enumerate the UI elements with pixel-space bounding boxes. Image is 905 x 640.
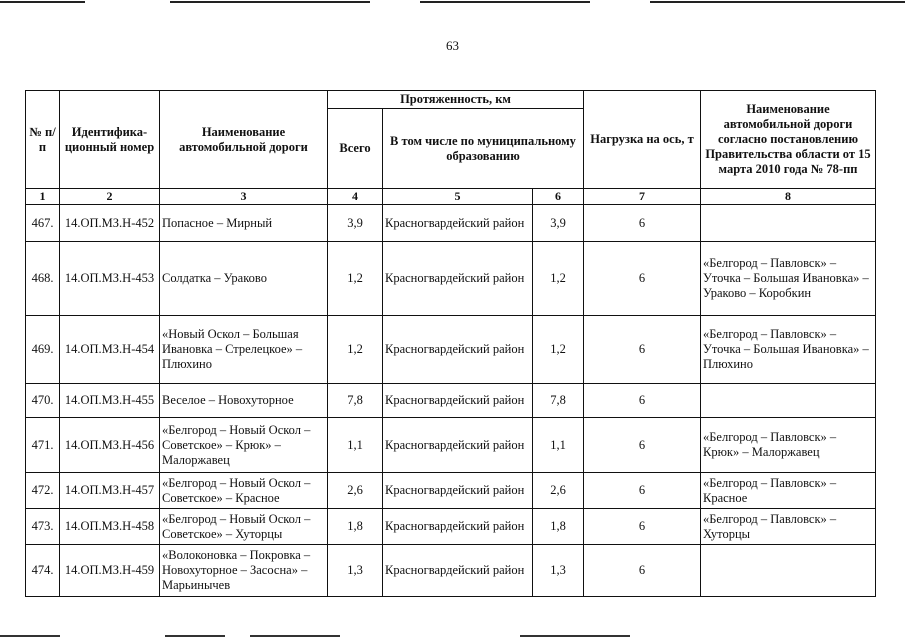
row-road-name: Солдатка – Ураково (160, 242, 328, 316)
table-body (26, 205, 876, 597)
row-index: 472. (26, 473, 60, 509)
row-total: 1,2 (328, 242, 383, 316)
row-total: 3,9 (328, 205, 383, 242)
row-load: 6 (584, 384, 701, 418)
row-index: 469. (26, 316, 60, 384)
row-road-name: Попасное – Мирный (160, 205, 328, 242)
row-load: 6 (584, 242, 701, 316)
header-total: Всего (328, 109, 383, 189)
column-number-row (26, 189, 876, 205)
row-district: Красногвардейский район (383, 242, 533, 316)
row-id: 14.ОП.МЗ.Н-456 (60, 418, 160, 473)
row-decree (701, 205, 876, 242)
row-road-name: «Волоконовка – Покровка – Новохуторное – Засосна» – Марьинычев (160, 545, 328, 597)
row-decree: «Белгород – Павловск» – Уточка – Большая Ивановка» – Плюхино (701, 316, 876, 384)
row-id: 14.ОП.МЗ.Н-458 (60, 509, 160, 545)
row-length: 1,3 (533, 545, 584, 597)
header-decree-name: Наименование автомобильной дороги согласно постановлению Правительства области от 15 марта 2010 года № 78-пп (701, 91, 876, 189)
column-number: 3 (160, 189, 328, 205)
column-number: 2 (60, 189, 160, 205)
column-number: 8 (701, 189, 876, 205)
row-index: 471. (26, 418, 60, 473)
row-index: 474. (26, 545, 60, 597)
row-total: 1,2 (328, 316, 383, 384)
row-total: 2,6 (328, 473, 383, 509)
header-road-name: Наименование автомобильной дороги (160, 91, 328, 189)
row-length: 1,8 (533, 509, 584, 545)
row-length: 1,2 (533, 316, 584, 384)
row-district: Красногвардейский район (383, 316, 533, 384)
table-row (26, 384, 876, 418)
row-decree (701, 545, 876, 597)
table-row (26, 316, 876, 384)
row-index: 467. (26, 205, 60, 242)
table-row (26, 509, 876, 545)
row-load: 6 (584, 545, 701, 597)
row-id: 14.ОП.МЗ.Н-453 (60, 242, 160, 316)
row-district: Красногвардейский район (383, 509, 533, 545)
page-number: 63 (446, 38, 459, 53)
row-length: 1,2 (533, 242, 584, 316)
row-road-name: «Белгород – Новый Оскол – Советское» – Хуторцы (160, 509, 328, 545)
row-total: 1,1 (328, 418, 383, 473)
row-load: 6 (584, 205, 701, 242)
row-load: 6 (584, 418, 701, 473)
row-load: 6 (584, 509, 701, 545)
header-by-municipality: В том числе по муниципальному образованию (383, 109, 584, 189)
row-length: 3,9 (533, 205, 584, 242)
column-number: 7 (584, 189, 701, 205)
row-id: 14.ОП.МЗ.Н-455 (60, 384, 160, 418)
row-district: Красногвардейский район (383, 473, 533, 509)
column-number: 4 (328, 189, 383, 205)
row-road-name: «Белгород – Новый Оскол – Советское» – Красное (160, 473, 328, 509)
column-number: 6 (533, 189, 584, 205)
row-decree: «Белгород – Павловск» – Хуторцы (701, 509, 876, 545)
row-road-name: «Белгород – Новый Оскол – Советское» – Крюк» – Малоржавец (160, 418, 328, 473)
header-axle-load: Нагрузка на ось, т (584, 91, 701, 189)
row-district: Красногвардейский район (383, 384, 533, 418)
row-index: 468. (26, 242, 60, 316)
row-road-name: «Новый Оскол – Большая Ивановка – Стрелецкое» – Плюхино (160, 316, 328, 384)
row-total: 1,3 (328, 545, 383, 597)
row-index: 470. (26, 384, 60, 418)
row-total: 7,8 (328, 384, 383, 418)
table-header (26, 91, 876, 205)
top-border-lines (0, 0, 905, 4)
row-length: 2,6 (533, 473, 584, 509)
table-row (26, 205, 876, 242)
row-decree: «Белгород – Павловск» – Уточка – Большая Ивановка» – Ураково – Коробкин (701, 242, 876, 316)
row-load: 6 (584, 473, 701, 509)
row-decree: «Белгород – Павловск» – Красное (701, 473, 876, 509)
row-load: 6 (584, 316, 701, 384)
row-length: 7,8 (533, 384, 584, 418)
row-id: 14.ОП.МЗ.Н-454 (60, 316, 160, 384)
row-decree: «Белгород – Павловск» – Крюк» – Малоржавец (701, 418, 876, 473)
row-district: Красногвардейский район (383, 545, 533, 597)
row-road-name: Веселое – Новохуторное (160, 384, 328, 418)
column-number: 5 (383, 189, 533, 205)
table-row (26, 242, 876, 316)
row-index: 473. (26, 509, 60, 545)
row-district: Красногвардейский район (383, 418, 533, 473)
header-index: № п/п (26, 91, 60, 189)
header-length-group: Протяженность, км (328, 91, 584, 109)
roads-table (25, 90, 876, 597)
table-row (26, 545, 876, 597)
bottom-border-lines (0, 634, 905, 638)
row-length: 1,1 (533, 418, 584, 473)
row-id: 14.ОП.МЗ.Н-459 (60, 545, 160, 597)
row-id: 14.ОП.МЗ.Н-457 (60, 473, 160, 509)
row-id: 14.ОП.МЗ.Н-452 (60, 205, 160, 242)
row-total: 1,8 (328, 509, 383, 545)
header-id: Идентифика-ционный номер (60, 91, 160, 189)
row-district: Красногвардейский район (383, 205, 533, 242)
table-row (26, 473, 876, 509)
row-decree (701, 384, 876, 418)
column-number: 1 (26, 189, 60, 205)
table-row (26, 418, 876, 473)
